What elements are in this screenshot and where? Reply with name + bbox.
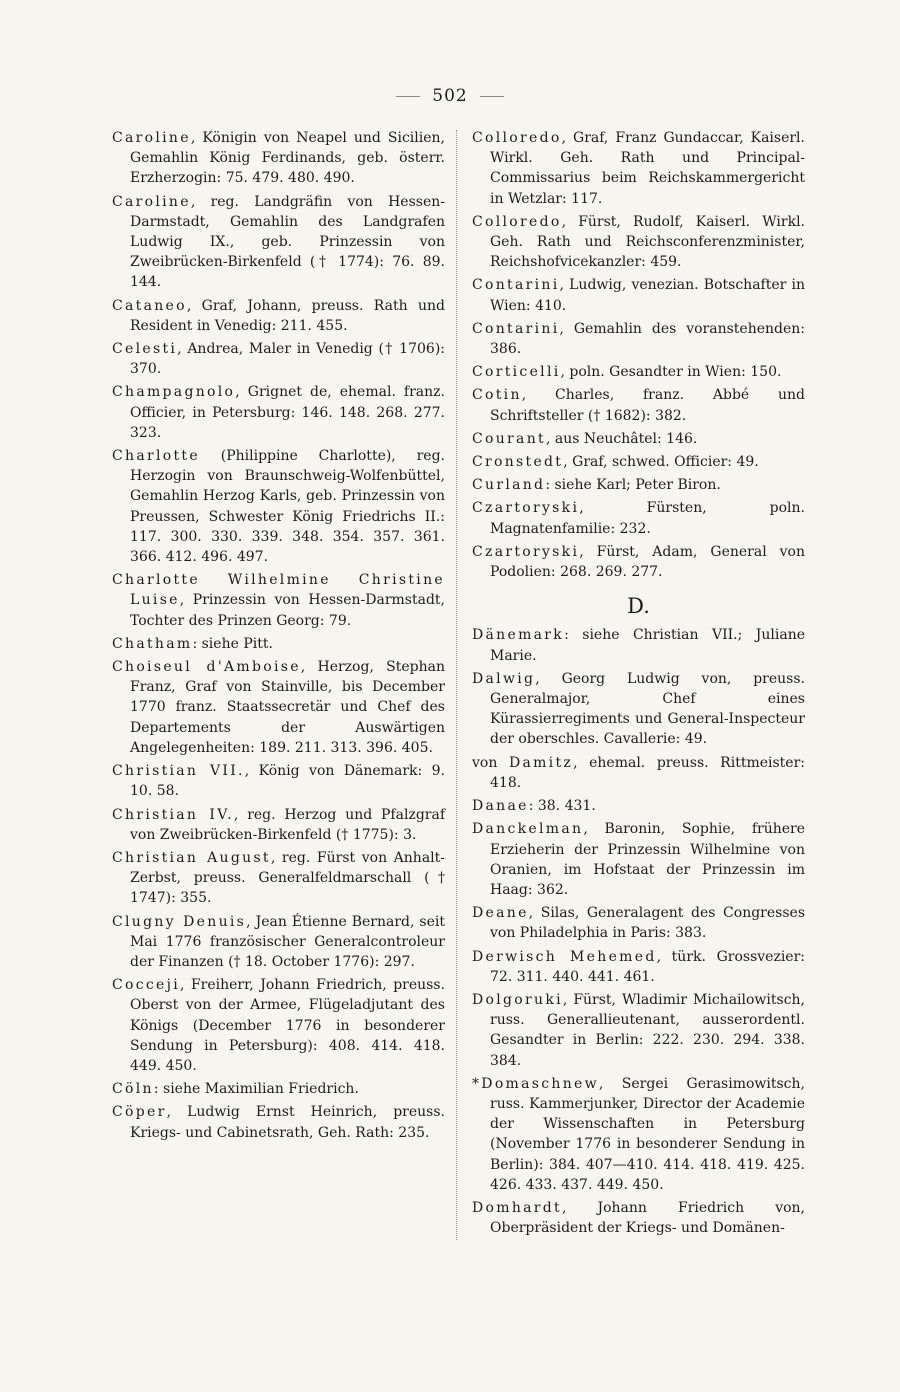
index-entry — [112, 805, 445, 845]
entry-text: , Gemahlin des voranstehenden: 386. — [490, 320, 805, 358]
entry-name: Charlotte Wilhelmine Christine Luise — [112, 572, 445, 609]
entry-name: Cataneo — [112, 297, 187, 314]
entry-text: , Fürsten, poln. Magnatenfamilie: 232. — [490, 500, 805, 537]
entry-name: Christian August — [112, 849, 271, 866]
index-entry — [112, 761, 445, 801]
entry-text: , Georg Ludwig von, preuss. Generalmajor, Chef eines Kürassierregiments und General-Inspecteur der oberschles. Cavallerie: 49. — [490, 670, 805, 748]
index-entry — [472, 212, 805, 273]
entry-text: : siehe Maximilian Friedrich. — [153, 1081, 359, 1098]
page-number: 502 — [0, 86, 900, 106]
left-column — [112, 128, 445, 1146]
entry-name: Derwisch Mehemed — [472, 948, 657, 965]
entry-name: Champagnolo — [112, 384, 236, 401]
entry-name: Cöln — [112, 1081, 154, 1098]
index-entry — [472, 385, 805, 425]
entry-text: , Johann Friedrich von, Oberpräsident der Kriegs- und Domänen- — [490, 1199, 805, 1237]
index-entry — [112, 657, 445, 758]
index-entry — [472, 452, 805, 472]
entry-name: *Domaschnew — [472, 1075, 599, 1092]
entry-name: Cocceji — [112, 977, 181, 994]
entry-text: , ehemal. preuss. Rittmeister: 418. — [490, 754, 805, 791]
entry-name: Czartoryski — [472, 543, 580, 560]
index-entry — [472, 819, 805, 900]
index-entry — [472, 128, 805, 209]
right-column-d-entries — [472, 625, 805, 1238]
entry-name: Charlotte — [112, 448, 200, 465]
index-entry — [112, 570, 445, 631]
index-entry — [112, 1102, 445, 1142]
index-entry — [112, 128, 445, 189]
index-entry — [472, 362, 805, 382]
entry-text: , Baronin, Sophie, frühere Erzieherin der Prinzessin Wilhelmine von Oranien, im Hofstaat der Prinzessin im Haag: 362. — [490, 821, 805, 898]
index-entry — [112, 975, 445, 1076]
entry-text: , Herzog, Stephan Franz, Graf von Stainville, bis December 1770 franz. Staatssecretär und Chef des Departements der Auswärtigen Angelegenheiten: 189. 211. 313. 396. 405. — [130, 659, 445, 756]
entry-text: : siehe Karl; Peter Biron. — [545, 477, 721, 494]
entry-text: , Silas, Generalagent des Congresses von Philadelphia in Paris: 383. — [490, 905, 805, 942]
entry-name: Cöper — [112, 1104, 167, 1121]
entry-name: Czartoryski — [472, 500, 580, 517]
entry-text: : siehe Christian VII.; Juliane Marie. — [490, 627, 805, 664]
entry-text: , reg. Fürst von Anhalt-Zerbst, preuss. Generalfeldmarschall († 1747): 355. — [130, 849, 446, 907]
entry-text: , Ludwig Ernst Heinrich, preuss. Kriegs- und Cabinetsrath, Geh. Rath: 235. — [130, 1104, 445, 1141]
entry-name: Deane — [472, 905, 529, 922]
entry-text: , Prinzessin von Hessen-Darmstadt, Tochter des Prinzen Georg: 79. — [130, 592, 445, 629]
entry-text: , reg. Landgräfin von Hessen-Darmstadt, Gemahlin des Landgrafen Ludwig IX., geb. Prinzessin von Zweibrücken-Birkenfeld († 1774): 76. 89. 144. — [130, 193, 445, 291]
index-entry — [472, 1198, 805, 1238]
entry-name: Colloredo — [472, 130, 562, 146]
entry-name: Danae — [472, 798, 529, 815]
entry-text: , poln. Gesandter in Wien: 150. — [560, 364, 782, 381]
entry-name: Cotin — [472, 387, 522, 404]
index-entry — [112, 339, 445, 379]
entry-name: Christian VII. — [112, 763, 245, 780]
entry-text: , Graf, Franz Gundaccar, Kaiserl. Wirkl. Geh. Rath und Principal-Commissarius beim Reichskammergericht in Wetzlar: 117. — [490, 130, 805, 207]
entry-name: Caroline — [112, 193, 191, 210]
entry-name: Caroline — [112, 130, 191, 146]
index-entry — [112, 192, 445, 293]
index-entry — [472, 429, 805, 449]
entry-name: Courant — [472, 430, 546, 447]
entry-text: , aus Neuchâtel: 146. — [545, 430, 698, 447]
section-heading-d: D. — [627, 594, 650, 619]
index-entry — [472, 498, 805, 538]
entry-name: Domhardt — [472, 1199, 562, 1216]
entry-name: Dalwig — [472, 670, 536, 687]
index-entry — [472, 1074, 805, 1195]
entry-text: , Fürst, Rudolf, Kaiserl. Wirkl. Geh. Rath und Reichsconferenzminister, Reichshofvicekanzler: 459. — [490, 213, 805, 271]
entry-text: , Ludwig, venezian. Botschafter in Wien: 410. — [490, 277, 805, 314]
index-entry — [112, 1079, 445, 1099]
entry-name: Contarini — [472, 320, 560, 337]
index-entry — [472, 542, 805, 582]
entry-text: , Freiherr, Johann Friedrich, preuss. Oberst von der Armee, Flügeladjutant des Königs (December 1776 in besonderer Sendung in Petersburg): 408. 414. 418. 449. 450. — [130, 977, 445, 1074]
entry-name: Corticelli — [472, 364, 561, 381]
right-column-c-entries — [472, 128, 805, 582]
entry-text: , Andrea, Maler in Venedig († 1706): 370. — [130, 341, 445, 378]
entry-name: Dänemark — [472, 627, 565, 644]
entry-text: , Grignet de, ehemal. franz. Officier, in Petersburg: 146. 148. 268. 277. 323. — [130, 384, 445, 441]
entry-name: Curland — [472, 477, 546, 494]
entry-name: Clugny Denuis — [112, 913, 247, 930]
index-entry — [112, 296, 445, 336]
entry-text: , türk. Grossvezier: 72. 311. 440. 441. 461. — [490, 948, 805, 985]
entry-text: , Charles, franz. Abbé und Schriftsteller († 1682): 382. — [490, 387, 805, 424]
index-entry — [472, 625, 805, 665]
index-entry — [472, 796, 805, 816]
right-column — [472, 128, 805, 1241]
index-entry — [472, 990, 805, 1071]
entry-name: Colloredo — [472, 213, 562, 230]
entry-name: Christian IV. — [112, 806, 234, 823]
entry-prefix: von — [472, 754, 509, 771]
entry-name: Cronstedt — [472, 454, 564, 471]
entry-text: : 38. 431. — [528, 798, 596, 815]
entry-name: Dolgoruki — [472, 991, 563, 1008]
index-entry — [472, 947, 805, 987]
entry-text: , Graf, schwed. Officier: 49. — [563, 454, 759, 471]
entry-name: Chatham — [112, 635, 193, 652]
index-entry — [472, 275, 805, 315]
entry-text: , Jean Étienne Bernard, seit Mai 1776 französischer Generalcontroleur der Finanzen († 18. October 1776): 297. — [130, 913, 445, 970]
entry-text: , König von Dänemark: 9. 10. 58. — [130, 763, 445, 800]
index-entry — [112, 912, 445, 973]
index-entry — [472, 753, 805, 793]
entry-text: , Königin von Neapel und Sicilien, Gemahlin König Ferdinands, geb. österr. Erzherzogin: 75. 479. 480. 490. — [130, 130, 445, 187]
entry-name: Choiseul d'Amboise — [112, 659, 301, 676]
entry-text: : siehe Pitt. — [192, 635, 273, 652]
index-entry — [112, 634, 445, 654]
index-entry — [112, 382, 445, 443]
index-entry — [472, 669, 805, 750]
entry-text: , Fürst, Adam, General von Podolien: 268. 269. 277. — [490, 543, 805, 581]
entry-text: (Philippine Charlotte), reg. Herzogin von Braunschweig-Wolfenbüttel, Gemahlin Herzog Karls, geb. Prinzessin von Preussen, Schwester König Friedrichs II.: 117. 300. 330. 339. 348. 354. 357. 361. 366. 412. 496. 497. — [130, 448, 445, 566]
entry-text: , Sergei Gerasimowitsch, russ. Kammerjunker, Director der Academie der Wissenschaften in Petersburg (November 1776 in besonderer Sendung in Berlin): 384. 407—410. 414. 418. 419. 425. 426. 433. 437. 449. 450. — [490, 1075, 805, 1193]
index-entry — [112, 446, 445, 567]
entry-name: Celesti — [112, 341, 178, 358]
entry-name: Damitz — [508, 754, 574, 771]
index-entry — [472, 319, 805, 359]
index-entry — [472, 903, 805, 943]
column-divider — [456, 130, 457, 1240]
entry-name: Danckelman — [472, 821, 584, 838]
entry-text: , reg. Herzog und Pfalzgraf von Zweibrücken-Birkenfeld († 1775): 3. — [130, 806, 445, 843]
entry-text: , Fürst, Wladimir Michailowitsch, russ. Generallieutenant, ausserordentl. Gesandter in Berlin: 222. 230. 294. 338. 384. — [490, 991, 805, 1069]
entry-name: Contarini — [472, 277, 560, 294]
index-entry — [472, 475, 805, 495]
index-entry — [112, 848, 445, 909]
entry-text: , Graf, Johann, preuss. Rath und Resident in Venedig: 211. 455. — [130, 297, 445, 334]
